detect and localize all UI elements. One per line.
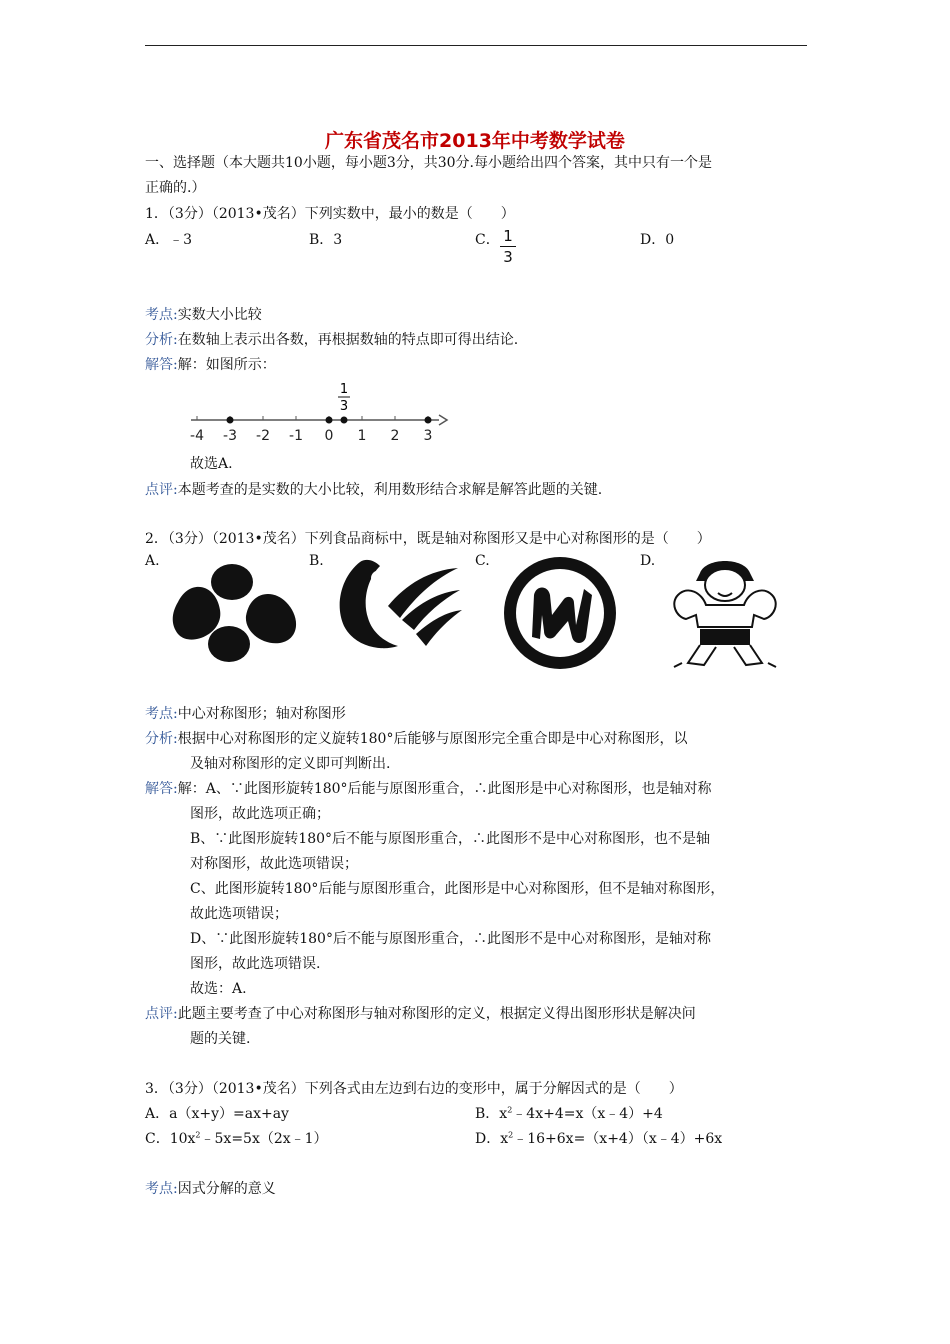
q2-jieda-line2: 图形，故此选项正确； [190,806,330,822]
q1-dianping: 本题考查的是实数的大小比较，利用数形结合求解是解答此题的关键. [177,482,603,498]
q3-option-d-exponent: 2 [508,1130,514,1140]
point-one-third [341,417,348,424]
q2-fenxi-line2: 及轴对称图形的定义即可判断出. [190,756,391,772]
q3-option-a: A．a（x+y）=ax+ay [145,1106,289,1122]
q2-option-c: C. [475,553,490,569]
q2-dianping-line1: 此题主要考查了中心对称图形与轴对称图形的定义，根据定义得出图形形状是解决问 [177,1006,696,1022]
q1-kaodian-row [145,304,262,324]
q2-jieda-line1: 解：A、∵此图形旋转180°后能与原图形重合，∴此图形是中心对称图形，也是轴对称 [177,781,712,797]
q3-option-b-part2: ﹣4x+4=x（x﹣4）+4 [512,1106,663,1122]
logo-c-image [498,555,626,671]
axis-tick-label: 3 [423,428,433,444]
q3-option-d [475,1128,722,1148]
fraction-bar [500,246,516,247]
jieda-label: 解答: [145,357,178,373]
q2-jieda-row [145,778,712,798]
q2-choose: 故选：A. [190,981,247,997]
q2-jieda-line8: 图形，故此选项错误. [190,956,321,972]
section-intro-line1: 一、选择题（本大题共10小题，每小题3分，共30分.每小题给出四个答案，其中只有一个是 [145,155,712,171]
point-minus-3 [227,417,234,424]
q2-dianping-line2: 题的关键. [190,1031,251,1047]
kaodian-label: 考点: [145,307,178,323]
q3-stem: 3．（3分）（2013•茂名）下列各式由左边到右边的变形中，属于分解因式的是（ ） [145,1081,683,1097]
q3-kaodian: 因式分解的意义 [177,1181,276,1197]
axis-tick-label: 2 [390,428,400,444]
q3-option-b-part1: B．x [475,1106,508,1122]
point-0 [326,417,333,424]
q1-dianping-row [145,479,602,499]
q3-option-b-exponent: 2 [507,1105,513,1115]
kaodian-label: 考点: [145,1181,178,1197]
q3-option-c [145,1128,328,1148]
q3-option-c-part2: ﹣5x=5x（2x﹣1） [200,1131,328,1147]
point-3 [425,417,432,424]
q2-jieda-line4: 对称图形，故此选项错误； [190,856,358,872]
q3-option-b [475,1103,663,1123]
q2-option-a: A. [145,553,160,569]
fraction-numerator: 1 [503,227,513,245]
logo-d-image [660,555,790,673]
fenxi-label: 分析: [145,332,178,348]
q1-option-c-fraction [500,228,516,265]
q2-fenxi-line1: 根据中心对称图形的定义旋转180°后能够与原图形完全重合即是中心对称图形，以 [177,731,688,747]
axis-fraction-numerator: 1 [339,382,349,397]
q2-fenxi-row [145,728,687,748]
number-line-figure [185,378,455,448]
dianping-label: 点评: [145,482,178,498]
q1-choose: 故选A. [190,456,233,472]
dianping-label: 点评: [145,1006,178,1022]
q1-option-c-prefix: C． [475,232,500,248]
q2-dianping-row [145,1003,696,1023]
number-line-arrow [439,415,447,425]
q3-option-c-exponent: 2 [195,1130,201,1140]
q2-kaodian: 中心对称图形；轴对称图形 [177,706,346,722]
axis-tick-label: -4 [190,428,204,444]
q2-jieda-line7: D、∵此图形旋转180°后不能与原图形重合，∴此图形不是中心对称图形，是轴对称 [190,931,711,947]
axis-tick-label: 1 [357,428,367,444]
section-intro-line2: 正确的.） [145,180,206,196]
q1-jieda-row [145,354,276,374]
fraction-denominator: 3 [503,248,513,266]
q1-fenxi: 在数轴上表示出各数，再根据数轴的特点即可得出结论. [177,332,519,348]
q2-stem: 2．（3分）（2013•茂名）下列食品商标中，既是轴对称图形又是中心对称图形的是（ ） [145,531,711,547]
logo-a-image [168,560,303,665]
q1-kaodian: 实数大小比较 [177,307,262,323]
q3-option-d-part2: ﹣16+6x=（x+4）（x﹣4）+6x [513,1131,723,1147]
q3-option-d-part1: D．x [475,1131,509,1147]
q2-jieda-line3: B、∵此图形旋转180°后不能与原图形重合，∴此图形不是中心对称图形，也不是轴 [190,831,711,847]
page-title: 广东省茂名市2013年中考数学试卷 [325,130,625,152]
axis-tick-label: -3 [223,428,237,444]
q1-option-a: A．﹣3 [145,232,193,248]
q1-stem: 1．（3分）（2013•茂名）下列实数中，最小的数是（ ） [145,206,515,222]
fenxi-label: 分析: [145,731,178,747]
jieda-label: 解答: [145,781,178,797]
q2-option-b: B. [309,553,324,569]
axis-fraction-denominator: 3 [339,399,349,414]
q3-option-c-part1: C．10x [145,1131,196,1147]
q2-option-d: D. [640,553,656,569]
q1-jieda: 解：如图所示： [177,357,276,373]
q2-jieda-line5: C、此图形旋转180°后能与原图形重合，此图形是中心对称图形，但不是轴对称图形， [190,881,725,897]
q1-option-d: D．0 [640,232,675,248]
q2-jieda-line6: 故此选项错误； [190,906,288,922]
q1-fenxi-row [145,329,518,349]
axis-tick-label: 0 [324,428,334,444]
axis-tick-label: -2 [256,428,270,444]
q3-kaodian-row [145,1178,276,1198]
header-rule [145,45,807,46]
q2-kaodian-row [145,703,346,723]
logo-b-image [328,548,463,658]
q1-option-b: B．3 [309,232,343,248]
axis-tick-label: -1 [289,428,303,444]
kaodian-label: 考点: [145,706,178,722]
